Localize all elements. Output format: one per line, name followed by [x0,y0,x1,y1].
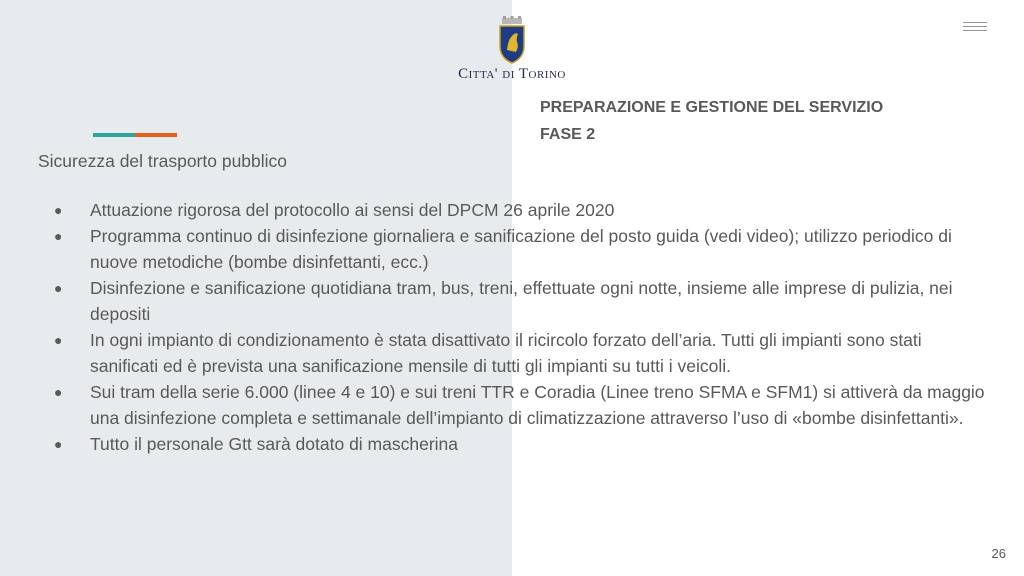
list-item-text: Tutto il personale Gtt sarà dotato di mascherina [90,434,459,454]
slide-heading [540,94,980,148]
bullet-list [40,197,990,457]
bullet-icon: ● [54,384,63,400]
bullet-icon: ● [54,228,63,244]
list-item-text: Programma continuo di disinfezione giornaliera e sanificazione del posto guida (vedi video); utilizzo periodico di nuove metodiche (bombe disinfettanti, ecc.) [90,226,952,272]
heading-line-2: FASE 2 [540,126,596,143]
page-number: 26 [991,546,1006,561]
heading-line-1: PREPARAZIONE E GESTIONE DEL SERVIZIO [540,99,884,116]
hamburger-icon[interactable] [963,22,987,32]
bullet-icon: ● [54,202,63,218]
list-item [40,379,990,431]
list-item-text: Attuazione rigorosa del protocollo ai sensi del DPCM 26 aprile 2020 [90,200,615,220]
list-item-text: Sui tram della serie 6.000 (linee 4 e 10) e sui treni TTR e Coradia (Linee treno SFMA e SFM1) si attiverà da maggio una disinfezione completa e settimanale dell’impianto di climatizzazione attraverso l’uso di «bombe disinfettanti». [90,382,985,428]
logo-text: Citta' di Torino [458,66,566,82]
accent-bar-teal [93,133,135,137]
bullet-icon: ● [54,280,63,296]
city-logo [449,16,575,86]
coat-of-arms-icon [496,16,528,64]
list-item [40,197,990,223]
list-item [40,223,990,275]
bullet-icon: ● [54,332,63,348]
list-item [40,275,990,327]
bullet-icon: ● [54,436,63,452]
list-item [40,431,990,457]
list-item-text: In ogni impianto di condizionamento è stata disattivato il ricircolo forzato dell’aria. Tutti gli impianti sono stati sanificati ed è prevista una sanificazione mensile di tutti gli impianti su tutti i veicoli. [90,330,922,376]
section-subtitle: Sicurezza del trasporto pubblico [38,151,288,171]
accent-bar-orange [135,133,177,137]
list-item-text: Disinfezione e sanificazione quotidiana tram, bus, treni, effettuate ogni notte, insieme alle imprese di pulizia, nei depositi [90,278,953,324]
list-item [40,327,990,379]
